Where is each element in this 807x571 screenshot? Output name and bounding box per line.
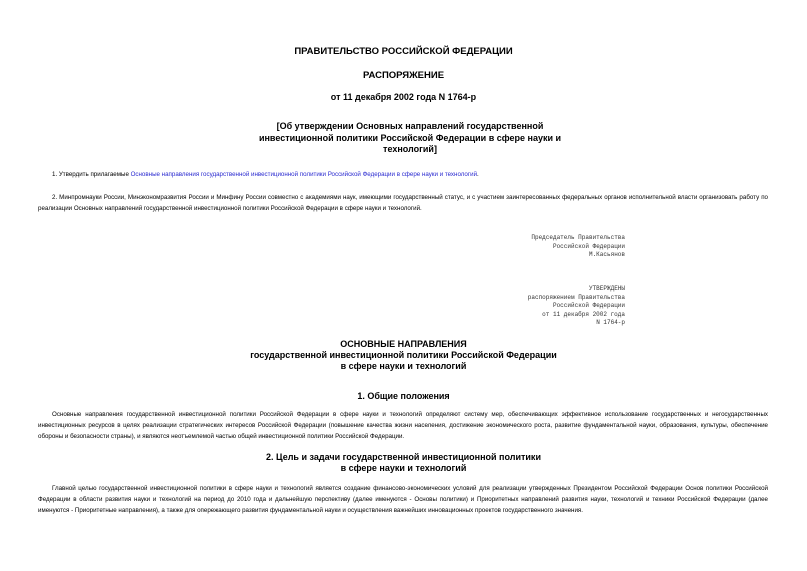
approval-line: Российской Федерации	[552, 302, 625, 309]
section-1-title: 1. Общие положения	[357, 391, 450, 401]
main-title-line: государственной инвестиционной политики Российской Федерации	[250, 350, 557, 360]
section-1-body: Основные направления государственной инвестиционной политики Российской Федерации в сфере науки и технологий определяют систему мер, обеспечивающих эффективное использование государственных и негосударственных инвестиционных ресурсов в целях реализации стратегических интересов Российской Федерации (повышение качества жизни населения, достижение экономического роста, развитие фундаментальной науки, образования, культуры, обеспечение обороны и безопасности страны), и являются неотъемлемой частью общей инвестиционной политики Российской Федерации.	[38, 411, 768, 440]
main-title-line: в сфере науки и технологий	[340, 361, 467, 371]
approval-stamp	[528, 285, 625, 328]
paragraph-1	[38, 169, 768, 180]
main-title	[0, 339, 807, 372]
section-2-body: Главной целью государственной инвестиционной политики в сфере науки и технологий является создание финансово-экономических условий для реализации утвержденных Президентом Российской Федерации Основ политики Российской Федерации в области развития науки и технологий на период до 2010 года и дальнейшую перспективу (далее именуются - Основы политики) и Приоритетных направлений развития науки, технологий и техники Российской Федерации (далее именуются - Приоритетные направления), а также для опережающего развития фундаментальной науки и осуществления важнейших инновационных проектов государственного значения.	[38, 485, 768, 514]
government-heading: ПРАВИТЕЛЬСТВО РОССИЙСКОЙ ФЕДЕРАЦИИ	[294, 46, 513, 57]
paragraph-2-text: 2. Минпромнауки России, Минэкономразвития России и Минфину России совместно с академиями наук, имеющими государственный статус, и с участием заинтересованных федеральных органов исполнительной власти организовать работу по реализации Основных направлений государственной инвестиционной политики Российской Федерации в сфере науки и технологий.	[38, 194, 768, 212]
order-subject-line: инвестиционной политики Российской Федерации в сфере науки и	[258, 132, 562, 143]
signature-line: Председатель Правительства	[531, 234, 625, 241]
paragraph-1-prefix: 1. Утвердить прилагаемые	[52, 171, 131, 178]
paragraph-2	[38, 192, 768, 214]
order-subject	[200, 121, 620, 156]
signature-line: Российской Федерации	[552, 242, 625, 250]
signature-block	[531, 234, 625, 260]
section-2-text	[38, 483, 768, 516]
approval-line: распоряжением Правительства	[527, 293, 625, 301]
section-2-title	[0, 452, 807, 474]
order-heading: РАСПОРЯЖЕНИЕ	[362, 70, 445, 81]
approval-line: N 1764-р	[596, 319, 625, 326]
section-2-title-line: 2. Цель и задачи государственной инвестиционной политики	[266, 452, 541, 462]
section-1-text	[38, 409, 768, 442]
order-subject-line: [Об утверждении Основных направлений государственной	[276, 121, 544, 131]
order-date: от 11 декабря 2002 года N 1764-р	[330, 92, 477, 102]
order-subject-line: технологий]	[383, 144, 437, 154]
approval-line: УТВЕРЖДЕНЫ	[588, 285, 625, 292]
approval-line: от 11 декабря 2002 года	[542, 310, 625, 318]
signature-line: М.Касьянов	[588, 251, 625, 258]
main-title-line: ОСНОВНЫЕ НАПРАВЛЕНИЯ	[340, 339, 467, 349]
approved-directions-link[interactable]: Основные направления государственной инвестиционной политики Российской Федерации в сфере науки и технологий	[130, 171, 478, 178]
paragraph-1-suffix: .	[477, 171, 479, 178]
section-2-title-line: в сфере науки и технологий	[340, 463, 467, 473]
